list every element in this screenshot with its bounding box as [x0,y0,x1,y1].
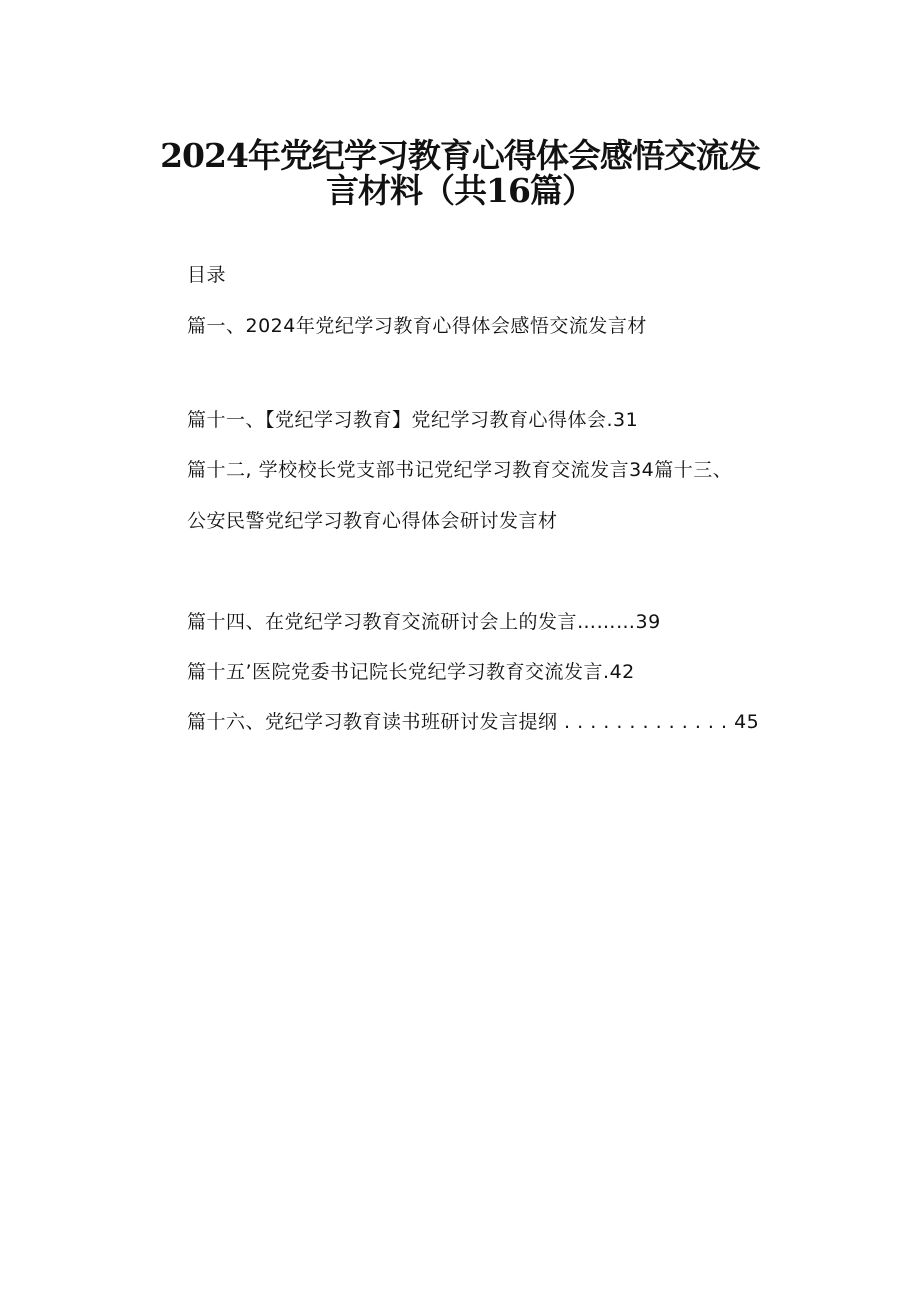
toc-heading: 目录 [187,264,227,286]
toc-entry: 篇一、2024年党纪学习教育心得体会感悟交流发言材 [187,315,647,337]
document-title-line-2: 言材料（共16篇） [326,171,594,210]
toc-entry: 篇十六、党纪学习教育读书班研讨发言提纲 . . . . . . . . . . . . . 45 [187,711,760,733]
toc-entry: 篇十二, 学校校长党支部书记党纪学习教育交流发言34篇十三、 [187,459,733,481]
toc-entry: 篇十五’医院党委书记院长党纪学习教育交流发言.42 [187,661,635,683]
document-title-line-1: 2024年党纪学习教育心得体会感悟交流发 [160,136,760,175]
toc-entry: 篇十一、【党纪学习教育】党纪学习教育心得体会.31 [187,409,639,431]
toc-entry: 篇十四、在党纪学习教育交流研讨会上的发言………39 [187,611,661,633]
toc-entry: 公安民警党纪学习教育心得体会研讨发言材 [187,510,558,532]
